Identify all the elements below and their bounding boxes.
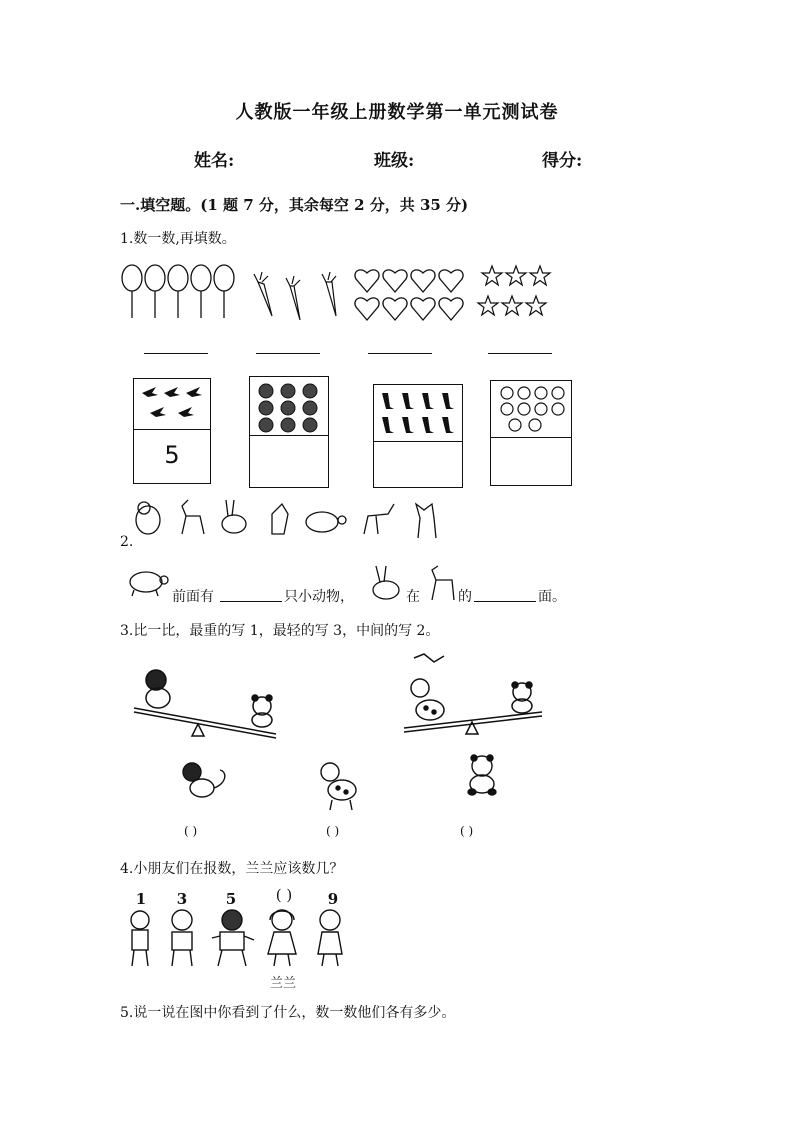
q1-answer-line-1[interactable] <box>144 352 208 354</box>
class-label: 班级: <box>374 151 415 171</box>
q3-prompt: 3.比一比，最重的写 1，最轻的写 3，中间的写 2。 <box>120 623 440 639</box>
q4-prompt: 4.小朋友们在报数，兰兰应该数几？ <box>120 861 344 877</box>
rabbit-icon <box>368 564 404 602</box>
apples-icon <box>495 385 567 435</box>
q1-prompt: 1.数一数,再填数。 <box>120 231 236 247</box>
q4-answer-blank[interactable]: ( ) <box>275 886 293 904</box>
q1-answer-line-4[interactable] <box>488 352 552 354</box>
count-box-strawberries <box>249 376 329 488</box>
q2-answer-line-2[interactable] <box>474 600 536 602</box>
q4-number-1: 1 <box>135 890 147 908</box>
q3-blank-3[interactable]: ( ) <box>460 824 474 838</box>
name-label: 姓名: <box>194 151 235 171</box>
lanlan-label: 兰兰 <box>270 976 297 991</box>
birds-icon <box>138 383 206 427</box>
animals-row-icon <box>132 494 462 544</box>
q3-blank-1[interactable]: ( ) <box>184 824 198 838</box>
q2-text-e: 面。 <box>538 589 566 605</box>
deer-small-icon <box>318 758 362 812</box>
q1-answer-line-3[interactable] <box>368 352 432 354</box>
children-row-icon <box>122 908 352 970</box>
q1-box-answer: 5 <box>164 441 180 469</box>
score-label: 得分: <box>542 151 583 171</box>
strawberries-icon <box>256 383 322 433</box>
turtle-icon <box>126 566 170 600</box>
seesaw-deer-panda-icon <box>400 648 546 738</box>
q1-answer-line-2[interactable] <box>256 352 320 354</box>
count-box-kangaroos <box>373 384 463 488</box>
carrots-icon <box>250 272 350 324</box>
balloons-icon <box>118 262 240 322</box>
hearts-icon <box>354 266 468 326</box>
q2-answer-line-1[interactable] <box>220 600 282 602</box>
q5-prompt: 5.说一说在图中你看到了什么，数一数他们各有多少。 <box>120 1005 456 1021</box>
monkey-icon <box>176 760 232 804</box>
count-box-apples <box>490 380 572 486</box>
q3-blank-2[interactable]: ( ) <box>326 824 340 838</box>
deer-icon <box>428 564 458 602</box>
q2-number: 2. <box>120 534 134 550</box>
count-box-birds <box>133 378 211 484</box>
q2-text-a: 前面有 <box>172 589 214 605</box>
q4-number-2: 3 <box>176 890 188 908</box>
stars-icon <box>478 264 554 318</box>
kangaroos-icon <box>378 389 458 439</box>
q2-text-b: 只小动物， <box>284 589 354 605</box>
q4-number-3: 5 <box>225 890 237 908</box>
section-heading: 一.填空题。(1 题 7 分，其余每空 2 分，共 35 分) <box>120 196 469 214</box>
seesaw-monkey-panda-icon <box>126 668 282 740</box>
q4-number-5: 9 <box>327 890 339 908</box>
q2-text-c: 在 <box>406 589 420 605</box>
page-title: 人教版一年级上册数学第一单元测试卷 <box>235 102 559 123</box>
q2-text-d: 的 <box>458 589 472 605</box>
panda-icon <box>462 752 502 798</box>
